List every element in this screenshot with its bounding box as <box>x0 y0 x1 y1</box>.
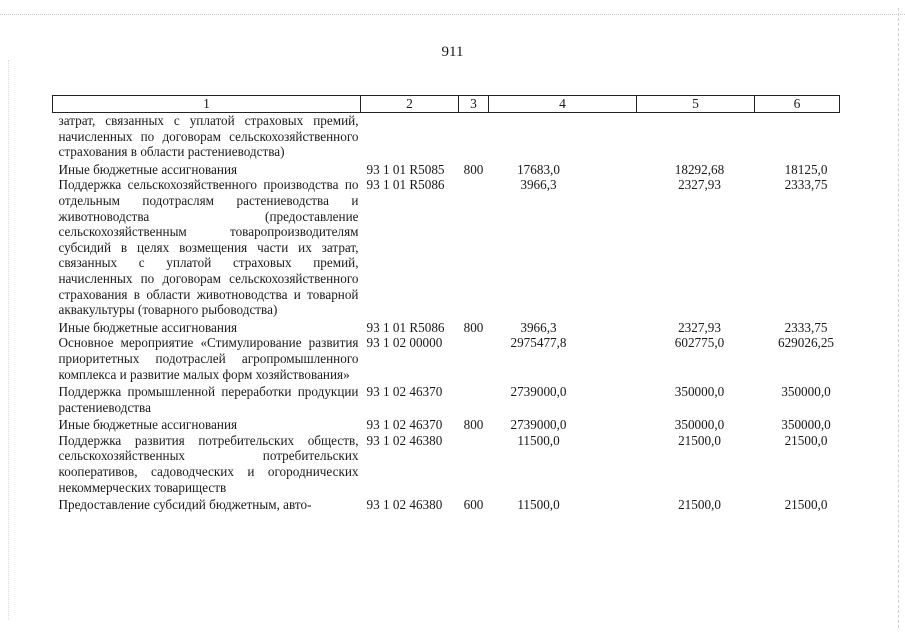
row-type <box>459 335 489 382</box>
page-number: 911 <box>441 44 464 60</box>
row-code: 93 1 02 46370 <box>366 417 443 433</box>
row-value-1: 17683,0 <box>517 161 560 177</box>
row-value-1: 11500,0 <box>517 497 560 513</box>
row-value-1: 2975477,8 <box>510 335 567 351</box>
row-value-2: 21500,0 <box>678 497 721 513</box>
table-row <box>53 417 840 433</box>
row-code: 93 1 02 00000 <box>366 335 443 351</box>
row-type <box>459 384 489 415</box>
row-type: 800 <box>463 417 484 433</box>
row-value-3: 2333,75 <box>784 177 828 193</box>
column-header-5: 5 <box>637 96 755 113</box>
row-type <box>459 113 489 160</box>
row-name: затрат, связанных с уплатой страховых премий, начисленных по договорам сельскохозяйственного страхования в области растениеводства) <box>58 113 359 160</box>
column-header-2: 2 <box>361 96 459 113</box>
row-value-1: 2739000,0 <box>510 417 567 433</box>
row-value-2: 602775,0 <box>674 335 725 351</box>
row-value-2: 2327,93 <box>678 177 721 193</box>
row-value-3: 629026,25 <box>777 335 835 351</box>
row-value-2: 21500,0 <box>678 432 721 448</box>
row-type: 600 <box>463 497 484 513</box>
row-type: 800 <box>463 319 484 335</box>
table-row <box>53 433 840 495</box>
row-code: 93 1 01 R5086 <box>366 319 445 335</box>
row-value-1: 11500,0 <box>517 432 560 448</box>
column-header-4: 4 <box>489 96 637 113</box>
scan-left-edge <box>8 60 10 620</box>
row-name: Иные бюджетные ассигнования <box>58 161 238 177</box>
row-code: 93 1 02 46380 <box>366 432 443 448</box>
row-code: 93 1 01 R5086 <box>366 177 445 193</box>
row-name: Основное мероприятие «Стимулирование развития приоритетных подотраслей агропромышленного комплекса и развитие малых форм хозяйствования» <box>58 335 359 382</box>
row-code: 93 1 02 46370 <box>366 384 443 400</box>
table-row <box>53 335 840 382</box>
row-value-2 <box>637 113 755 160</box>
row-type: 800 <box>463 161 484 177</box>
row-code: 93 1 01 R5085 <box>366 161 445 177</box>
row-value-3: 350000,0 <box>781 417 831 433</box>
row-value-3: 21500,0 <box>784 432 828 448</box>
row-value-2: 18292,68 <box>674 161 725 177</box>
row-value-3: 21500,0 <box>784 497 828 513</box>
table-header-row <box>53 96 840 113</box>
row-code <box>361 113 459 160</box>
row-name: Поддержка развития потребительских обществ, сельскохозяйственных потребительских кооперативов, садоводческих и огороднических некоммерческих товариществ <box>58 432 359 495</box>
table-row <box>53 162 840 178</box>
row-name: Предоставление субсидий бюджетным, авто- <box>58 497 312 513</box>
scan-top-edge <box>0 0 905 15</box>
row-value-1 <box>489 113 637 160</box>
row-name: Поддержка сельскохозяйственного производства по отдельным подотраслям растениеводства и животноводства (предоставление сельскохозяйственным товаропроизводителям субсидий в целях возмещения части их затрат, связанных с уплатой страховых премий, начисленных по договорам сельскохозяйственного страхования в области животноводства и товарной аквакультуры (товарного рыбоводства) <box>58 177 359 318</box>
row-value-1: 2739000,0 <box>510 384 567 400</box>
row-code: 93 1 02 46380 <box>366 497 443 513</box>
row-value-3 <box>755 113 840 160</box>
row-value-2: 350000,0 <box>674 417 725 433</box>
table-row <box>53 320 840 336</box>
row-type <box>459 433 489 495</box>
row-value-1: 3966,3 <box>520 319 557 335</box>
table-row <box>53 384 840 415</box>
row-value-3: 18125,0 <box>784 161 828 177</box>
column-header-1: 1 <box>53 96 361 113</box>
table-row <box>53 497 840 513</box>
row-name: Иные бюджетные ассигнования <box>58 417 238 433</box>
row-value-1: 3966,3 <box>520 177 557 193</box>
budget-table <box>52 95 840 513</box>
row-value-3: 2333,75 <box>784 319 828 335</box>
row-value-3: 350000,0 <box>781 384 831 400</box>
scan-right-edge <box>897 8 899 628</box>
table-row <box>53 177 840 317</box>
row-name: Поддержка промышленной переработки продукции растениеводства <box>58 384 359 415</box>
row-type <box>459 177 489 317</box>
row-value-2: 350000,0 <box>674 384 725 400</box>
column-header-3: 3 <box>459 96 489 113</box>
column-header-6: 6 <box>755 96 840 113</box>
row-value-2: 2327,93 <box>678 319 721 335</box>
table-row <box>53 113 840 160</box>
row-name: Иные бюджетные ассигнования <box>58 319 238 335</box>
